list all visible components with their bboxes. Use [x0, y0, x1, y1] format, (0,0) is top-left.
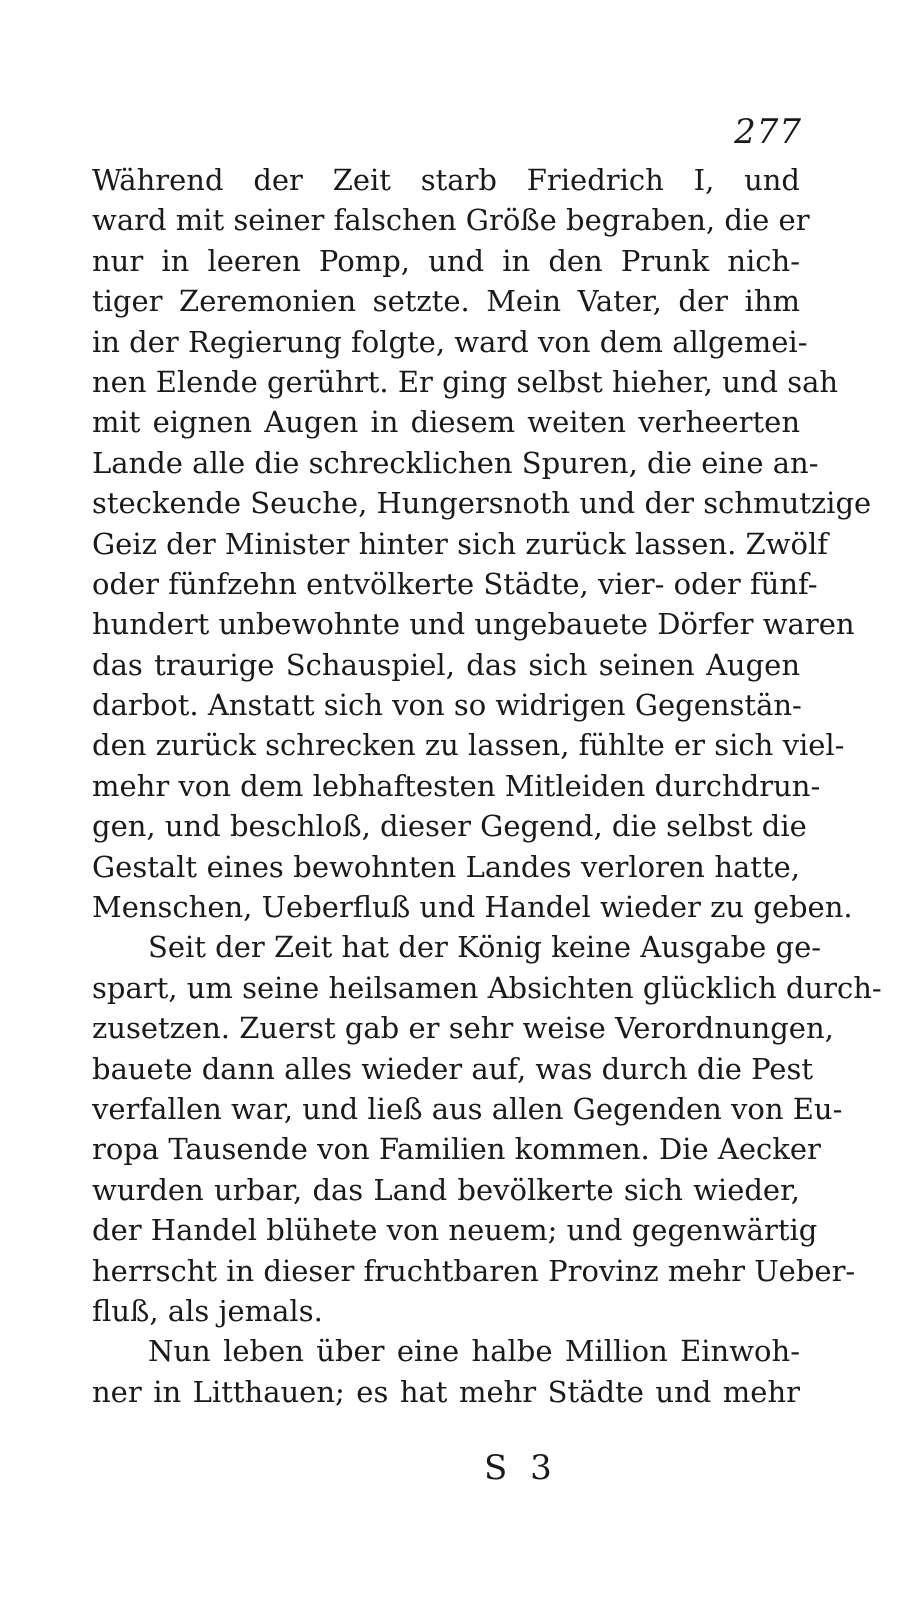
text-line: tiger Zeremonien setzte. Mein Vater, der ihm — [92, 284, 800, 319]
text-line: Seit der Zeit hat der König keine Ausgabe ge- — [148, 930, 822, 965]
text-line: spart, um seine heilsamen Absichten glücklich durch- — [92, 970, 882, 1005]
text-line: mit eignen Augen in diesem weiten verheerten — [92, 405, 800, 440]
text-line: Geiz der Minister hinter sich zurück lassen. Zwölf — [92, 526, 829, 561]
text-line: darbot. Anstatt sich von so widrigen Gegenstän- — [92, 688, 802, 723]
text-line: ropa Tausende von Familien kommen. Die Aecker — [92, 1132, 821, 1167]
text-line: Lande alle die schrecklichen Spuren, die eine an- — [92, 445, 819, 480]
text-line: Während der Zeit starb Friedrich I, und — [92, 163, 800, 197]
text-line: in der Regierung folgte, ward von dem allgemei- — [92, 324, 808, 359]
text-line: nur in leeren Pomp, und in den Prunk nich- — [92, 243, 800, 278]
text-line: ward mit seiner falschen Größe begraben, die er — [92, 203, 810, 238]
text-line: den zurück schrecken zu lassen, fühlte er sich viel- — [92, 728, 845, 763]
text-line: bauete dann alles wieder auf, was durch die Pest — [92, 1051, 814, 1086]
text-line: Menschen, Ueberfluß und Handel wieder zu geben. — [92, 890, 853, 925]
body-text — [92, 160, 882, 1412]
text-line: ner in Litthauen; es hat mehr Städte und mehr — [92, 1374, 800, 1409]
page-number: 277 — [734, 112, 802, 152]
text-line: gen, und beschloß, dieser Gegend, die selbst die — [92, 809, 807, 844]
text-line: der Handel blühete von neuem; und gegenwärtig — [92, 1213, 818, 1248]
text-line: mehr von dem lebhaftesten Mitleiden durchdrun- — [92, 768, 821, 803]
text-line: nen Elende gerührt. Er ging selbst hieher, und sah — [92, 364, 839, 399]
text-line: verfallen war, und ließ aus allen Gegenden von Eu- — [92, 1091, 843, 1126]
text-line: oder fünfzehn entvölkerte Städte, vier- oder fünf- — [92, 566, 818, 601]
text-line: Gestalt eines bewohnten Landes verloren hatte, — [92, 849, 800, 884]
text-line: wurden urbar, das Land bevölkerte sich wieder, — [92, 1172, 800, 1207]
text-line: fluß, als jemals. — [92, 1293, 323, 1328]
text-line: Nun leben über eine halbe Million Einwoh- — [148, 1334, 800, 1369]
signature-mark: S 3 — [484, 1448, 558, 1488]
text-line: hundert unbewohnte und ungebauete Dörfer waren — [92, 607, 855, 642]
text-line: das traurige Schauspiel, das sich seinen Augen — [92, 647, 800, 682]
text-line: steckende Seuche, Hungersnoth und der schmutzige — [92, 486, 872, 521]
text-line: zusetzen. Zuerst gab er sehr weise Verordnungen, — [92, 1011, 834, 1046]
text-line: herrscht in dieser fruchtbaren Provinz mehr Ueber- — [92, 1253, 856, 1288]
